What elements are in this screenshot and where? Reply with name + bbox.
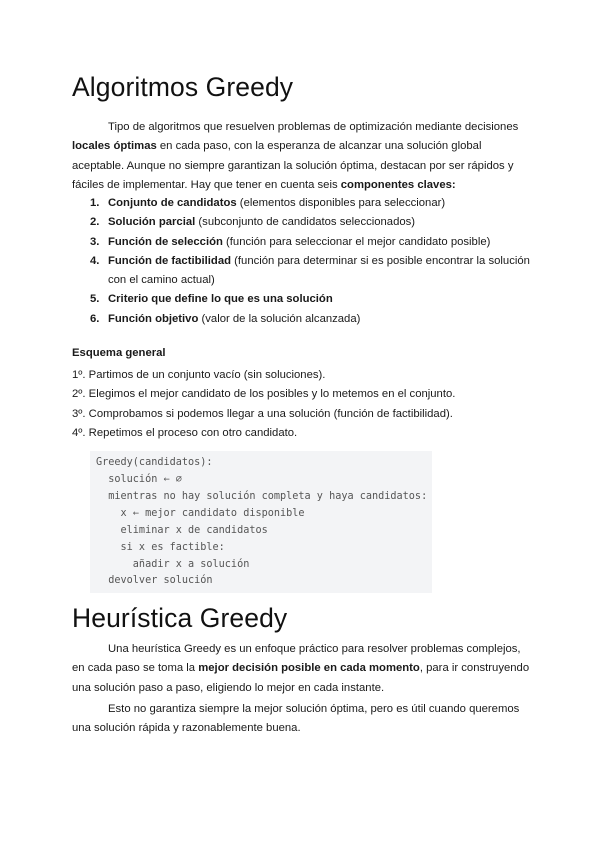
heuristic-paragraph-2: Esto no garantiza siempre la mejor solución óptima, pero es útil cuando queremos una solución rápida y razonablemente buena. bbox=[72, 703, 520, 735]
code-line: devolver solución bbox=[96, 575, 213, 586]
intro-text: Tipo de algoritmos que resuelven problemas de optimización mediante decisiones bbox=[108, 121, 519, 133]
page-title: Algoritmos Greedy bbox=[72, 72, 294, 102]
scheme-step: 1º. Partimos de un conjunto vacío (sin soluciones). bbox=[72, 369, 326, 381]
code-line: x ← mejor candidato disponible bbox=[96, 508, 305, 519]
intro-text-continued: en cada paso, con la esperanza de alcanzar una solución global aceptable. Aunque no siempre garantizan la solución óptima, destacan por ser rápidos y fáciles de implementar. Hay que tener en cuenta seis bbox=[72, 140, 514, 191]
list-term: Función de factibilidad bbox=[108, 254, 232, 267]
intro-bold-components: componentes claves: bbox=[340, 178, 456, 191]
list-item bbox=[90, 213, 530, 232]
list-item bbox=[90, 310, 530, 329]
scheme-step: 2º. Elegimos el mejor candidato de los posibles y lo metemos en el conjunto. bbox=[72, 388, 456, 401]
heuristic-text-continued: , para ir construyendo una solución paso a paso, eligiendo lo mejor en cada instante. bbox=[72, 662, 530, 694]
list-desc: (subconjunto de candidatos seleccionados) bbox=[195, 216, 416, 229]
intro-bold-term: locales óptimas bbox=[72, 140, 157, 153]
components-list bbox=[90, 194, 530, 329]
list-number: 2. bbox=[90, 216, 100, 229]
scheme-step: 3º. Comprobamos si podemos llegar a una solución (función de factibilidad). bbox=[72, 407, 453, 420]
list-item bbox=[90, 233, 530, 252]
list-desc: (función para seleccionar el mejor candidato posible) bbox=[222, 235, 491, 248]
list-desc: (valor de la solución alcanzada) bbox=[198, 312, 361, 325]
list-term: Conjunto de candidatos bbox=[108, 197, 237, 209]
heuristic-bold: mejor decisión posible en cada momento bbox=[198, 662, 420, 675]
code-line: solución ← ∅ bbox=[96, 474, 182, 485]
list-desc: (función para determinar si es posible encontrar la solución con el camino actual) bbox=[108, 254, 530, 287]
list-term: Función de selección bbox=[108, 235, 223, 248]
code-line: añadir x a solución bbox=[96, 559, 250, 570]
list-number: 5. bbox=[90, 293, 100, 306]
code-line: eliminar x de candidatos bbox=[96, 525, 268, 536]
list-term: Función objetivo bbox=[108, 312, 199, 325]
list-number: 1. bbox=[90, 197, 100, 209]
list-item bbox=[90, 194, 530, 213]
scheme-title: Esquema general bbox=[72, 347, 166, 359]
list-item bbox=[90, 252, 530, 291]
heuristic-text: Una heurística Greedy es un enfoque práctico para resolver problemas complejos, en cada paso se toma la bbox=[72, 643, 521, 675]
list-number: 6. bbox=[90, 312, 100, 325]
list-number: 4. bbox=[90, 254, 100, 267]
code-line: mientras no hay solución completa y haya candidatos: bbox=[96, 491, 428, 502]
code-line: si x es factible: bbox=[96, 542, 225, 553]
heuristic-paragraph-1 bbox=[72, 640, 532, 698]
scheme-step: 4º. Repetimos el proceso con otro candidato. bbox=[72, 426, 298, 439]
list-number: 3. bbox=[90, 235, 100, 248]
list-term: Criterio que define lo que es una solución bbox=[108, 293, 333, 306]
scheme-steps bbox=[72, 366, 455, 443]
heuristic-title: Heurística Greedy bbox=[72, 603, 288, 633]
code-line: Greedy(candidatos): bbox=[96, 457, 213, 468]
pseudocode-block bbox=[90, 451, 432, 593]
list-desc: (elementos disponibles para seleccionar) bbox=[236, 197, 446, 209]
list-item bbox=[90, 290, 530, 309]
list-term: Solución parcial bbox=[108, 216, 196, 229]
intro-paragraph bbox=[72, 118, 532, 195]
